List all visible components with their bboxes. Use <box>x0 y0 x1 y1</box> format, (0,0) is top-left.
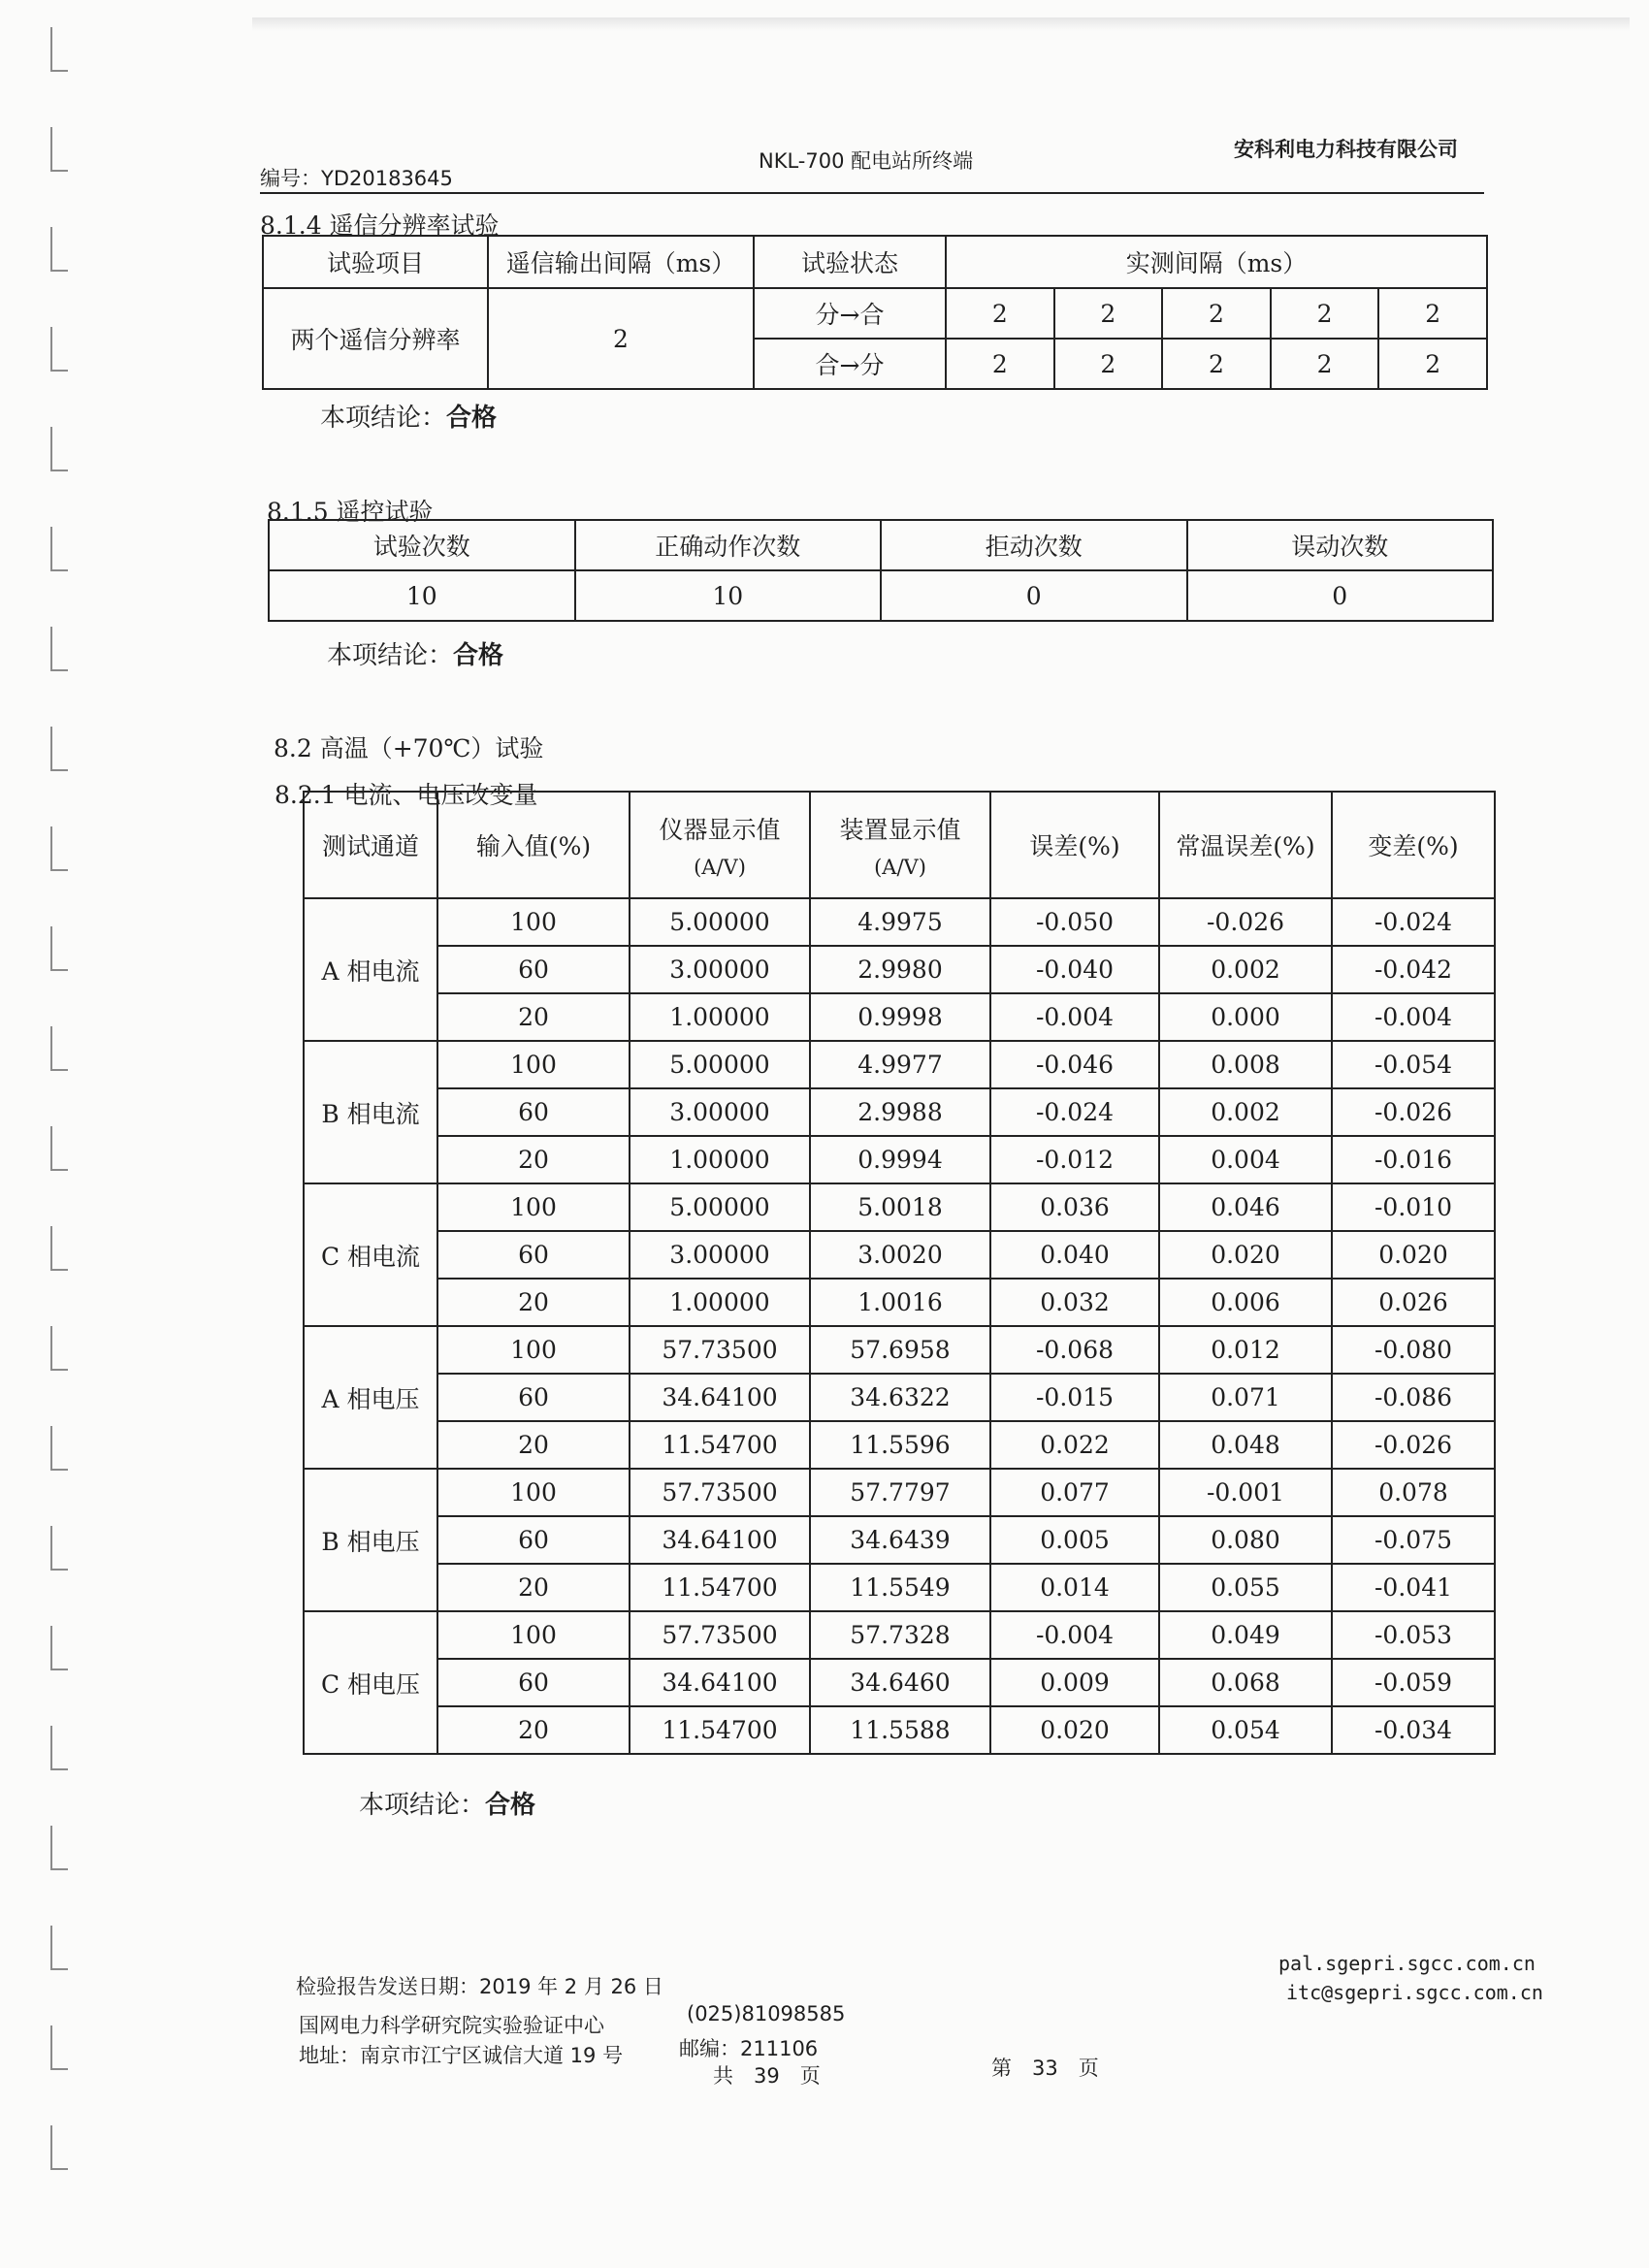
measure-cell: 0.004 <box>1159 1136 1332 1183</box>
measure-cell: 4.9975 <box>810 898 990 946</box>
measure-cell: -0.034 <box>1332 1706 1495 1754</box>
conclusion-label: 本项结论： <box>359 1791 486 1820</box>
measure-cell: -0.068 <box>990 1326 1159 1374</box>
col-header: 误动次数 <box>1187 520 1494 570</box>
measure-cell: -0.026 <box>1159 898 1332 946</box>
output-interval: 2 <box>488 288 754 389</box>
binding-mark <box>50 826 68 827</box>
measure-cell: 34.64100 <box>630 1516 810 1564</box>
remote-control-table <box>268 519 1494 622</box>
measure-cell: 0.002 <box>1159 946 1332 993</box>
interval-cell: 2 <box>1271 339 1379 389</box>
measure-cell: 0.040 <box>990 1231 1159 1279</box>
table-row <box>304 1088 1495 1136</box>
count-cell: 0 <box>1187 570 1494 621</box>
conclusion-815 <box>327 635 503 671</box>
measure-cell: -0.016 <box>1332 1136 1495 1183</box>
measure-cell: -0.046 <box>990 1041 1159 1088</box>
resolution-table <box>262 235 1488 390</box>
section-815-title: 8.1.5 遥控试验 <box>267 498 434 526</box>
header-rule <box>260 192 1484 194</box>
binding-mark <box>50 227 68 228</box>
table-row <box>304 1469 1495 1516</box>
measure-cell: 2.9988 <box>810 1088 990 1136</box>
section-821-title: 8.2.1 电流、电压改变量 <box>275 781 538 809</box>
col-header: 试验状态 <box>754 236 946 288</box>
measure-cell: 1.00000 <box>630 993 810 1041</box>
measure-cell: 0.012 <box>1159 1326 1332 1374</box>
measure-cell: -0.075 <box>1332 1516 1495 1564</box>
measure-cell: 100 <box>437 898 630 946</box>
measure-cell: 100 <box>437 1183 630 1231</box>
measure-cell: -0.010 <box>1332 1183 1495 1231</box>
measure-cell: 1.00000 <box>630 1279 810 1326</box>
measure-cell: 5.0018 <box>810 1183 990 1231</box>
table-row <box>304 1421 1495 1469</box>
col-header: 输入值(%) <box>437 792 630 898</box>
measure-cell: 0.049 <box>1159 1611 1332 1659</box>
channel-name: A 相电压 <box>304 1326 437 1469</box>
binding-mark <box>50 527 68 528</box>
binding-mark <box>50 727 68 728</box>
channel-name: B 相电流 <box>304 1041 437 1183</box>
table-row <box>304 1326 1495 1374</box>
interval-cell: 2 <box>946 339 1054 389</box>
binding-mark <box>50 427 68 428</box>
device-header: 装置显示值 <box>839 816 961 844</box>
measure-cell: 60 <box>437 1659 630 1706</box>
interval-cell: 2 <box>946 288 1054 339</box>
binding-mark <box>50 27 68 28</box>
measure-cell: -0.004 <box>1332 993 1495 1041</box>
binding-mark <box>50 1226 68 1227</box>
measure-cell: 3.00000 <box>630 946 810 993</box>
section-82-title: 8.2 高温（+70℃）试验 <box>274 734 544 762</box>
measure-cell: 57.73500 <box>630 1611 810 1659</box>
conclusion-814 <box>320 398 497 434</box>
measure-cell: 100 <box>437 1469 630 1516</box>
measure-cell: 0.080 <box>1159 1516 1332 1564</box>
measure-cell: 3.0020 <box>810 1231 990 1279</box>
measure-cell: -0.026 <box>1332 1088 1495 1136</box>
conclusion-value: 合格 <box>485 1791 536 1820</box>
measure-cell: -0.001 <box>1159 1469 1332 1516</box>
measure-cell: 20 <box>437 1706 630 1754</box>
send-date: 检验报告发送日期：2019 年 2 月 26 日 <box>296 1975 663 1998</box>
binding-mark <box>50 1926 68 1927</box>
company-name: 安科利电力科技有限公司 <box>1234 138 1458 161</box>
measure-cell: -0.015 <box>990 1374 1159 1421</box>
measure-cell: 11.54700 <box>630 1421 810 1469</box>
table-row <box>304 1659 1495 1706</box>
measure-cell: 5.00000 <box>630 898 810 946</box>
measure-cell: 34.6439 <box>810 1516 990 1564</box>
product-name: NKL-700 配电站所终端 <box>759 149 974 173</box>
table-row <box>304 1231 1495 1279</box>
table-row <box>304 946 1495 993</box>
measure-cell: 100 <box>437 1326 630 1374</box>
measure-cell: 34.64100 <box>630 1374 810 1421</box>
measure-cell: 1.00000 <box>630 1136 810 1183</box>
measure-cell: -0.086 <box>1332 1374 1495 1421</box>
measure-cell: 0.048 <box>1159 1421 1332 1469</box>
measure-cell: 11.5549 <box>810 1564 990 1611</box>
device-unit: (A/V) <box>874 856 926 879</box>
binding-mark <box>50 1126 68 1127</box>
measure-cell: -0.004 <box>990 993 1159 1041</box>
conclusion-label: 本项结论： <box>327 641 454 670</box>
measure-cell: 20 <box>437 1136 630 1183</box>
measure-cell: 57.73500 <box>630 1326 810 1374</box>
section-814-title: 8.1.4 遥信分辨率试验 <box>260 211 500 240</box>
measure-cell: -0.024 <box>1332 898 1495 946</box>
measure-cell: 0.071 <box>1159 1374 1332 1421</box>
measure-cell: 0.054 <box>1159 1706 1332 1754</box>
measure-cell: -0.050 <box>990 898 1159 946</box>
col-header: 拒动次数 <box>881 520 1187 570</box>
measure-cell: 0.020 <box>990 1706 1159 1754</box>
binding-mark <box>50 1026 68 1027</box>
measure-cell: -0.042 <box>1332 946 1495 993</box>
col-header <box>810 792 990 898</box>
measure-cell: 60 <box>437 1231 630 1279</box>
postcode: 邮编：211106 <box>679 2037 819 2060</box>
measure-cell: 5.00000 <box>630 1183 810 1231</box>
measure-cell: 0.005 <box>990 1516 1159 1564</box>
measure-cell: 60 <box>437 1516 630 1564</box>
table-row <box>304 1706 1495 1754</box>
instrument-unit: (A/V) <box>694 856 746 879</box>
email-1: pal.sgepri.sgcc.com.cn <box>1278 1952 1536 1975</box>
measure-cell: 60 <box>437 1374 630 1421</box>
measure-cell: 34.6460 <box>810 1659 990 1706</box>
measure-cell: 1.0016 <box>810 1279 990 1326</box>
instrument-header: 仪器显示值 <box>659 816 781 844</box>
measure-cell: 0.9994 <box>810 1136 990 1183</box>
measure-cell: -0.012 <box>990 1136 1159 1183</box>
measure-cell: 20 <box>437 1564 630 1611</box>
binding-mark <box>50 627 68 628</box>
measure-cell: 0.9998 <box>810 993 990 1041</box>
table-row <box>304 1611 1495 1659</box>
measure-cell: -0.054 <box>1332 1041 1495 1088</box>
total-pages: 共 39 页 <box>713 2064 821 2088</box>
binding-mark <box>50 1426 68 1427</box>
measure-cell: 5.00000 <box>630 1041 810 1088</box>
measure-cell: 0.008 <box>1159 1041 1332 1088</box>
measure-cell: 0.000 <box>1159 993 1332 1041</box>
binding-mark <box>50 327 68 328</box>
col-header: 试验项目 <box>263 236 488 288</box>
measure-cell: 0.077 <box>990 1469 1159 1516</box>
measure-cell: 0.002 <box>1159 1088 1332 1136</box>
interval-cell: 2 <box>1162 339 1271 389</box>
interval-cell: 2 <box>1162 288 1271 339</box>
measure-cell: 0.020 <box>1159 1231 1332 1279</box>
measure-cell: 100 <box>437 1041 630 1088</box>
channel-name: C 相电流 <box>304 1183 437 1326</box>
measure-cell: 2.9980 <box>810 946 990 993</box>
measure-cell: 0.020 <box>1332 1231 1495 1279</box>
measure-cell: 3.00000 <box>630 1088 810 1136</box>
binding-mark <box>50 1726 68 1727</box>
email-2: itc@sgepri.sgcc.com.cn <box>1286 1981 1543 2004</box>
measure-cell: 20 <box>437 1421 630 1469</box>
measure-cell: -0.004 <box>990 1611 1159 1659</box>
measure-cell: 0.055 <box>1159 1564 1332 1611</box>
col-header: 测试通道 <box>304 792 437 898</box>
org-name: 国网电力科学研究院实验验证中心 <box>299 2014 604 2037</box>
measure-cell: 57.7328 <box>810 1611 990 1659</box>
measure-cell: 0.014 <box>990 1564 1159 1611</box>
table-row <box>304 1374 1495 1421</box>
count-cell: 10 <box>575 570 882 621</box>
measure-cell: 34.64100 <box>630 1659 810 1706</box>
conclusion-value: 合格 <box>453 641 504 670</box>
measurement-table <box>303 791 1496 1755</box>
measure-cell: -0.024 <box>990 1088 1159 1136</box>
table-row <box>304 1136 1495 1183</box>
measure-cell: 0.078 <box>1332 1469 1495 1516</box>
interval-cell: 2 <box>1054 339 1163 389</box>
measure-cell: -0.041 <box>1332 1564 1495 1611</box>
channel-name: C 相电压 <box>304 1611 437 1754</box>
binding-mark <box>50 1826 68 1827</box>
measure-cell: -0.059 <box>1332 1659 1495 1706</box>
phone-number: (025)81098585 <box>687 2002 846 2025</box>
table-row <box>304 1516 1495 1564</box>
col-header <box>630 792 810 898</box>
measure-cell: 0.046 <box>1159 1183 1332 1231</box>
measure-cell: 11.5588 <box>810 1706 990 1754</box>
conclusion-label: 本项结论： <box>320 404 447 433</box>
conclusion-value: 合格 <box>446 404 498 433</box>
channel-name: B 相电压 <box>304 1469 437 1611</box>
table-row <box>304 1564 1495 1611</box>
col-header: 正确动作次数 <box>575 520 882 570</box>
measure-cell: -0.026 <box>1332 1421 1495 1469</box>
measure-cell: 0.022 <box>990 1421 1159 1469</box>
binding-mark <box>50 2025 68 2026</box>
col-header: 实测间隔（ms） <box>946 236 1487 288</box>
measure-cell: 0.068 <box>1159 1659 1332 1706</box>
binding-mark <box>50 1526 68 1527</box>
measure-cell: 0.036 <box>990 1183 1159 1231</box>
measure-cell: 0.032 <box>990 1279 1159 1326</box>
address: 地址：南京市江宁区诚信大道 19 号 <box>299 2044 624 2067</box>
measure-cell: 11.5596 <box>810 1421 990 1469</box>
test-item: 两个遥信分辨率 <box>263 288 488 389</box>
measure-cell: 20 <box>437 1279 630 1326</box>
measure-cell: 3.00000 <box>630 1231 810 1279</box>
table-row <box>304 1041 1495 1088</box>
binding-mark <box>50 926 68 927</box>
channel-name: A 相电流 <box>304 898 437 1041</box>
table-row <box>304 1183 1495 1231</box>
table-row <box>304 1279 1495 1326</box>
interval-cell: 2 <box>1378 339 1487 389</box>
measure-cell: 34.6322 <box>810 1374 990 1421</box>
measure-cell: 0.006 <box>1159 1279 1332 1326</box>
measure-cell: 11.54700 <box>630 1706 810 1754</box>
measure-cell: 57.7797 <box>810 1469 990 1516</box>
measure-cell: -0.040 <box>990 946 1159 993</box>
measure-cell: -0.053 <box>1332 1611 1495 1659</box>
report-number: 编号：YD20183645 <box>260 167 453 190</box>
scan-shadow <box>252 17 1630 31</box>
state-label: 分→合 <box>754 288 946 339</box>
measure-cell: -0.080 <box>1332 1326 1495 1374</box>
col-header: 常温误差(%) <box>1159 792 1332 898</box>
state-label: 合→分 <box>754 339 946 389</box>
measure-cell: 60 <box>437 1088 630 1136</box>
table-row <box>304 993 1495 1041</box>
measure-cell: 57.6958 <box>810 1326 990 1374</box>
measure-cell: 20 <box>437 993 630 1041</box>
measure-cell: 100 <box>437 1611 630 1659</box>
col-header: 变差(%) <box>1332 792 1495 898</box>
col-header: 误差(%) <box>990 792 1159 898</box>
binding-mark <box>50 1626 68 1627</box>
measure-cell: 4.9977 <box>810 1041 990 1088</box>
measure-cell: 0.026 <box>1332 1279 1495 1326</box>
binding-mark <box>50 1326 68 1327</box>
measure-cell: 0.009 <box>990 1659 1159 1706</box>
count-cell: 10 <box>269 570 575 621</box>
measure-cell: 57.73500 <box>630 1469 810 1516</box>
conclusion-821 <box>359 1785 535 1821</box>
interval-cell: 2 <box>1378 288 1487 339</box>
count-cell: 0 <box>881 570 1187 621</box>
table-row <box>304 898 1495 946</box>
measure-cell: 11.54700 <box>630 1564 810 1611</box>
page-number: 第 33 页 <box>991 2057 1099 2080</box>
interval-cell: 2 <box>1271 288 1379 339</box>
interval-cell: 2 <box>1054 288 1163 339</box>
measure-cell: 60 <box>437 946 630 993</box>
col-header: 遥信输出间隔（ms） <box>488 236 754 288</box>
binding-mark <box>50 127 68 128</box>
binding-mark <box>50 2125 68 2126</box>
col-header: 试验次数 <box>269 520 575 570</box>
